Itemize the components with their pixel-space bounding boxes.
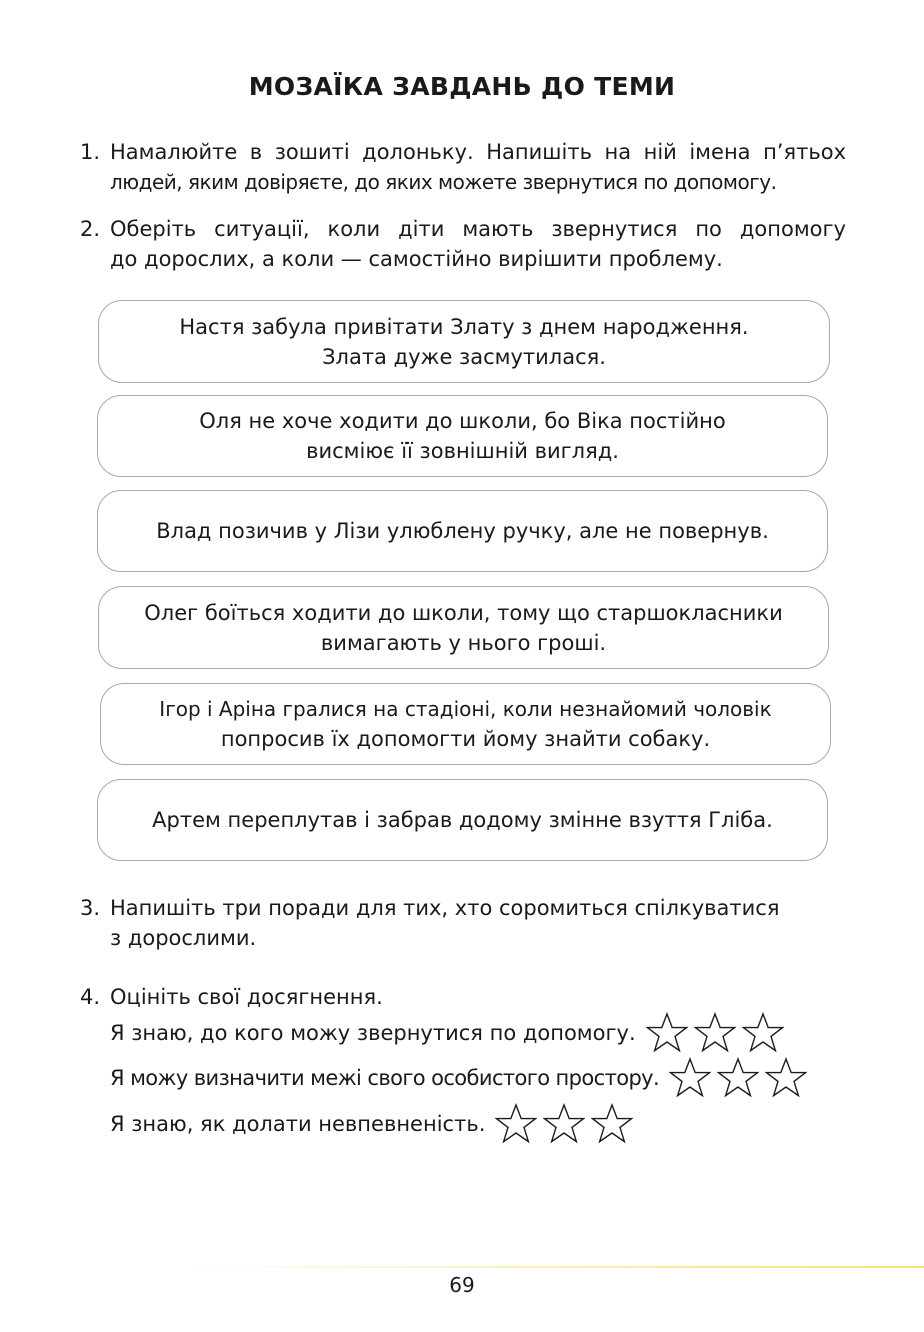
task-text: [110, 982, 846, 1012]
situation-line: попросив їх допомогти йому знайти собаку.: [220, 727, 711, 751]
task-line: Оберіть ситуації, коли діти мають звернутися по допомогу: [110, 217, 846, 241]
star-outline-icon[interactable]: [694, 1012, 736, 1054]
situation-line: Злата дуже засмутилася.: [322, 344, 606, 369]
task-number: 2.: [80, 217, 101, 241]
task-number: 1.: [80, 140, 101, 164]
task-3: [80, 893, 846, 953]
star-outline-icon[interactable]: [591, 1103, 633, 1145]
situation-line: Олег боїться ходити до школи, тому що старшокласники: [144, 600, 783, 625]
task-line: людей, яким довіряєте, до яких можете звернутися по допомогу.: [110, 170, 777, 194]
task-text: [110, 893, 846, 953]
star-outline-icon[interactable]: [543, 1103, 585, 1145]
situation-card[interactable]: [98, 586, 829, 669]
task-line: з дорослими.: [110, 926, 257, 950]
situation-card[interactable]: [97, 395, 828, 477]
self-assessment-text: Я можу визначити межі свого особистого простору.: [110, 1066, 660, 1090]
situation-line: Артем переплутав і забрав додому змінне взуття Гліба.: [152, 808, 773, 832]
star-rating: [669, 1057, 807, 1099]
task-4: [80, 982, 846, 1012]
self-assessment-row: [110, 1103, 633, 1145]
task-line: Намалюйте в зошиті долоньку. Напишіть на ній імена п’ятьох: [110, 140, 846, 164]
star-outline-icon[interactable]: [742, 1012, 784, 1054]
task-text: [110, 137, 846, 197]
star-outline-icon[interactable]: [495, 1103, 537, 1145]
situation-card[interactable]: [98, 300, 830, 383]
star-outline-icon[interactable]: [717, 1057, 759, 1099]
self-assessment-text: Я знаю, до кого можу звернутися по допомогу.: [110, 1021, 636, 1045]
footer-divider: [180, 1266, 924, 1268]
self-assessment-text: Я знаю, як долати невпевненість.: [110, 1112, 486, 1136]
situation-card[interactable]: [100, 683, 831, 765]
star-outline-icon[interactable]: [646, 1012, 688, 1054]
task-2: [80, 214, 846, 274]
task-line: до дорослих, а коли — самостійно вирішити проблему.: [110, 247, 723, 271]
task-1: [80, 137, 846, 197]
task-text: [110, 214, 846, 274]
star-rating: [646, 1012, 784, 1054]
star-outline-icon[interactable]: [669, 1057, 711, 1099]
task-line: Оцініть свої досягнення.: [110, 985, 383, 1009]
situation-line: Ігор і Аріна гралися на стадіоні, коли незнайомий чоловік: [159, 697, 772, 721]
page-number: 69: [449, 1273, 475, 1297]
page-title: МОЗАЇКА ЗАВДАНЬ ДО ТЕМИ: [248, 72, 676, 101]
situation-line: Оля не хоче ходити до школи, бо Віка постійно: [199, 409, 726, 433]
star-rating: [495, 1103, 633, 1145]
situation-line: Настя забула привітати Злату з днем народження.: [179, 314, 749, 339]
star-outline-icon[interactable]: [765, 1057, 807, 1099]
situation-card[interactable]: [97, 779, 828, 861]
situation-line: висміює її зовнішній вигляд.: [306, 439, 619, 463]
self-assessment-row: [110, 1057, 807, 1099]
situation-card[interactable]: [97, 490, 828, 572]
situation-line: вимагають у нього гроші.: [320, 630, 607, 655]
task-number: 4.: [80, 985, 101, 1009]
task-number: 3.: [80, 896, 101, 920]
task-line: Напишіть три поради для тих, хто соромиться спілкуватися: [110, 896, 780, 920]
situation-line: Влад позичив у Лізи улюблену ручку, але не повернув.: [156, 519, 769, 543]
self-assessment-row: [110, 1012, 784, 1054]
